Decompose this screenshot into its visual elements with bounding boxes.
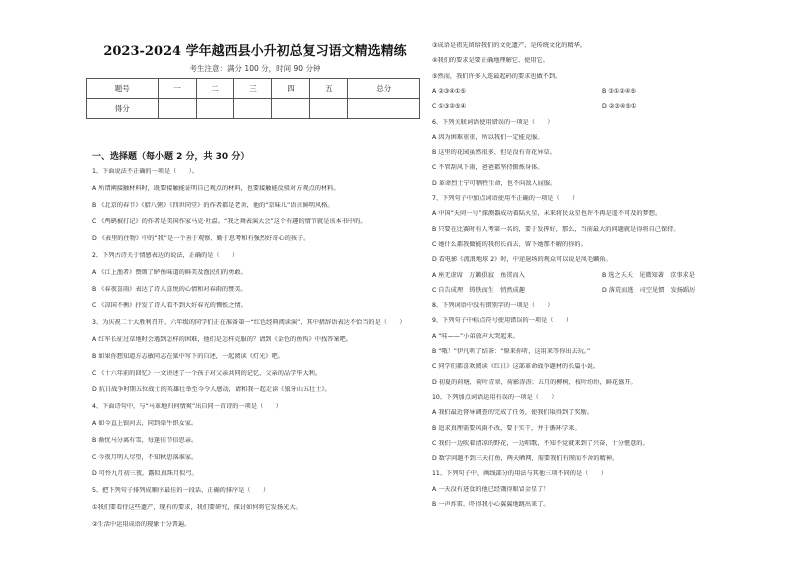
question-line: C 我们一边吹着清凉的野花，一边唱歌，不知不觉就来到了兴奋，十分惬意的。 (432, 439, 649, 447)
score-header-cell: 三 (234, 79, 272, 99)
question-line: A 红军长征过草地时会遇到怎样的困难，他们是怎样克服的？请到《金色的鱼钩》中找答案吧。 (92, 336, 352, 343)
question-line: D 《表里的住物》中的“我”是一个善于观察、勤于思考和有强烈好奇心的孩子。 (92, 235, 310, 243)
answer-option: D 落荒而逃 司空见惯 发扬蹈厉 (602, 286, 696, 294)
score-cell[interactable] (348, 99, 420, 119)
question-line: ①我们要看待这些遗产，现有的要求，我们要研究，探讨如何将它发扬光大。 (92, 504, 302, 511)
score-cell[interactable] (310, 99, 348, 119)
score-header-cell: 五 (310, 79, 348, 99)
question-line: B “哦！”伊凡听了结茶：“原来你听，这用来等你出去玩。” (432, 348, 591, 355)
question-line: 5、把下列句子排列成顺序最佳的一段话，正确的排序是（ ） (92, 487, 270, 495)
question-line: 6、下列关联词语使用错误的一项是（ ） (432, 118, 554, 126)
question-line: A 所谓阐接触材料时，既要接触能证明自己观点的材料，也要接触能反驳对方观点的材料。 (92, 184, 340, 192)
score-table-score-row (87, 99, 420, 119)
question-line: C 不管刮风下雨，爸爸都坚持锻炼身体。 (432, 164, 544, 172)
score-cell[interactable] (196, 99, 234, 119)
question-line: A 一天没有进食的他已经饿得眼冒金星了！ (432, 485, 550, 493)
question-line: D 数学问题不到三天打鱼，两天晒网，需要我们有锲而不舍的精神。 (432, 455, 619, 463)
score-table-header-row (87, 79, 420, 99)
score-header-cell: 二 (196, 79, 234, 99)
answer-option: C ①③②⑤④ (432, 103, 467, 111)
question-line: D 抗日战争时期五位战士的英雄壮举至今令人感动，请和我一起走读《狼牙山五壮士》。 (92, 386, 331, 394)
question-line: 3、为庆祝二十大胜利召开，六年级的同学们正在准备第一“红色经典阅读演”，其中措辞语表达不恰当的是（ ） (92, 319, 406, 327)
question-line: A 我们最近督导调查的完成了任务，使我们取得到了奖励。 (432, 409, 593, 417)
question-line: A “哇——”小弟放声大哭起来。 (432, 332, 519, 340)
score-cell[interactable] (158, 99, 196, 119)
question-line: C 《十六年前的回忆》一文讲述了一个孩子对父亲共同的记忆，父亲的品学毕大利。 (92, 369, 322, 377)
score-header-cell: 一 (158, 79, 196, 99)
question-line: A 中国“天问一号”探测器成功着陆火星，未来将民众星也许不再是遥不可及的梦想。 (432, 210, 662, 218)
question-line: C 同学们都喜欢阅读《红日》这部革命战争题材的长篇小说。 (432, 363, 600, 371)
answer-option: B 选之夭夭 见微知著 京事求是 (602, 271, 695, 279)
question-line: ④我们的要求是要正确地理解它、使用它。 (432, 57, 549, 65)
score-header-cell: 题号 (87, 79, 159, 99)
question-line: A 《江上渔者》赞颂了鲈鱼味道的鲜美及渔民们的勇敢。 (92, 268, 247, 276)
question-line: 1、下面说法不正确的一项是（ ）。 (92, 168, 199, 175)
score-header-cell: 总分 (348, 79, 420, 99)
question-line: 11、下列句子中，画线部分的用法与其他三项不同的是（ ） (432, 470, 607, 478)
question-line: B 只要在比赛时有人考第一名的，要于发挥好，那么，当前最大的问题就是得将自己保持。 (432, 225, 680, 233)
question-line: B 这里的花园虽然很多，但是没有奇花异草。 (432, 149, 556, 157)
answer-option: A ②③④①⑤ (432, 87, 466, 95)
question-line: A 如今直上银河去，同到牵牛织女家。 (92, 420, 198, 427)
score-cell[interactable] (272, 99, 310, 119)
question-line: B 渐忧马分离有雪，每逢佳节倍思亲。 (92, 436, 198, 444)
exam-title: 2023-2024 学年越西县小升初总复习语文精选精练 (103, 44, 407, 59)
answer-option: B ③①②④⑤ (602, 87, 636, 95)
question-line: 9、下列句子中标点符号使用错误的一项是（ ） (432, 317, 573, 325)
question-line: B 《春夜喜雨》表达了诗人喜悦的心情和对春雨的赞美。 (92, 285, 247, 293)
score-table (86, 78, 420, 119)
question-line: B 一声炸雷，吓得我小心翼翼地跳出来了。 (432, 501, 550, 508)
question-line: B 如果你想知道方志敏同志在狱中写下的自述，一起阅读《灯光》吧。 (92, 352, 284, 360)
question-line: C 《凉国不衡》抒发了诗人看不到大好春光的惆怅之情。 (92, 302, 247, 310)
answer-option: C 自告成理 铸铁而生 悄然成趣 (432, 286, 525, 294)
question-line: ②生活中运用成语的现象十分普遍。 (92, 520, 191, 528)
question-line: 4、下面诗句中，与“马革地归何情爽”出自同一首诗的一项是（ ） (92, 403, 282, 411)
score-header-cell: 四 (272, 79, 310, 99)
question-line: D 初夏的荷塘，荷叶青翠，荷影涛涛；五月的柳树，枝叶纷纷，鲜花盛开。 (432, 378, 637, 386)
question-line: B 《北京的春节》《腊八粥》《四世同堂》的作者都是老舍，他的“京味儿”语言鲜明风格。 (92, 201, 334, 209)
question-line: ⑤然而，我们许多人连最起码的要求也做不到。 (432, 72, 562, 80)
score-row-label: 得分 (87, 99, 159, 119)
question-line: C 她什么都我做能的我拐长而去，留下她那不解的你的。 (432, 240, 587, 248)
question-line: D 看电影《流浪地球 2》时，中途退场的观众可以说是凤毛麟角。 (432, 256, 612, 264)
question-line: C 今夜月明人尽望，不知秋思落谁家。 (92, 453, 198, 461)
question-line: D 可怜九月初三夜，露似真珠月似弓。 (92, 470, 198, 478)
exam-notice: 考生注意：满分 100 分，时间 90 分钟 (189, 64, 321, 73)
question-line: ③成语是祖先留给我们的文化遗产，是传统文化的精华。 (432, 42, 587, 49)
question-line: D 革命烈士宁可牺牲生命，也不向敌人屈服。 (432, 179, 557, 187)
question-line: 10、下列加点词语运用有误的一项是（ ） (432, 393, 558, 401)
question-line: 2、下列古诗关于情感表达的说法，正确的是（ ） (92, 252, 239, 259)
question-line: A 因为困难重重，所以我们一定能克服。 (432, 133, 544, 141)
question-line: 7、下列句子中加点词语使用不正确的一项是（ ） (432, 195, 579, 202)
score-cell[interactable] (234, 99, 272, 119)
answer-option: A 座无虚席 万籁俱寂 鱼贯而入 (432, 271, 525, 279)
section-heading: 一、选择题（每小题 2 分，共 30 分） (92, 152, 250, 162)
question-line: B 追求真理需要风雨不改，要于实干，并于循环学来。 (432, 424, 581, 432)
question-line: 8、下列词语中没有错别字的一项是（ ） (432, 302, 554, 310)
answer-option: D ②③④⑤① (602, 103, 637, 111)
question-line: C 《鸬鹚被打记》的作者是美国作家马克·吐温。“我之舞表演大会”这个有趣的情节就是该本书中的。 (92, 218, 367, 226)
